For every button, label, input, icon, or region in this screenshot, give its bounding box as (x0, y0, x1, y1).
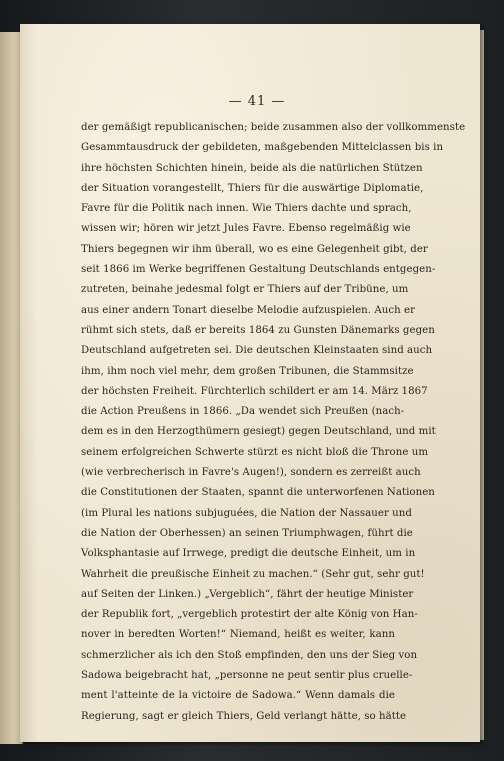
text-line: ihm, ihm noch viel mehr, dem großen Tribunen, die Stammsitze (81, 365, 414, 377)
text-line: (wie verbrecherisch in Favre's Augen!), sondern es zerreißt auch (81, 467, 421, 479)
text-line: rühmt sich stets, daß er bereits 1864 zu Gunsten Dänemarks gegen (81, 324, 435, 336)
text-line: die Constitutionen der Staaten, spannt die unterworfenen Nationen (81, 487, 435, 499)
text-line: (im Plural les nations subjuguées, die Nation der Nassauer und (81, 507, 412, 519)
text-line: Gesammtausdruck der gebildeten, maßgebenden Mittelclassen bis in (81, 142, 444, 154)
text-line: seit 1866 im Werke begriffenen Gestaltung Deutschlands entgegen- (81, 264, 436, 276)
text-line: seinem erfolgreichen Schwerte stürzt es nicht bloß die Throne um (81, 446, 429, 458)
text-line: schmerzlicher als ich den Stoß empfinden, den uns der Sieg von (81, 649, 418, 661)
text-line: die Action Preußens in 1866. „Da wendet sich Preußen (nach- (81, 406, 405, 418)
text-line: der Republik fort, „vergeblich protestirt der alte König von Han- (81, 609, 418, 621)
page-number: — 41 — (228, 94, 286, 109)
text-line: Sadowa beigebracht hat, „personne ne peut sentir plus cruelle- (81, 670, 413, 682)
text-line: Deutschland aufgetreten sei. Die deutschen Kleinstaaten sind auch (81, 345, 433, 357)
text-line: ment l'atteinte de la victoire de Sadowa.“ Wenn damals die (81, 690, 395, 702)
text-line: nover in beredten Worten!“ Niemand, heißt es weiter, kann (81, 629, 395, 641)
text-line: Wahrheit die preußische Einheit zu machen.“ (Sehr gut, sehr gut! (81, 568, 425, 580)
text-line: aus einer andern Tonart dieselbe Melodie aufzuspielen. Auch er (81, 304, 416, 316)
text-line: die Nation der Oberhessen) an seinen Triumphwagen, führt die (81, 527, 413, 539)
text-line: der gemäßigt republicanischen; beide zusammen also der vollkommenste (81, 122, 466, 133)
text-line: wissen wir; hören wir jetzt Jules Favre. Ebenso regelmäßig wie (81, 223, 411, 235)
text-line: ihre höchsten Schichten hinein, beide als die natürlichen Stützen (81, 162, 423, 174)
text-line: dem es in den Herzogthümern gesiegt) gegen Deutschland, und mit (81, 426, 436, 438)
text-line: der höchsten Freiheit. Fürchterlich schildert er am 14. März 1867 (81, 385, 428, 397)
text-line: auf Seiten der Linken.) „Vergeblich“, fährt der heutige Minister (81, 588, 414, 600)
text-line: Volksphantasie auf Irrwege, predigt die deutsche Einheit, um in (81, 548, 416, 560)
text-line: Thiers begegnen wir ihm überall, wo es eine Gelegenheit gibt, der (81, 243, 428, 255)
text-line: zutreten, beinahe jedesmal folgt er Thiers auf der Tribüne, um (81, 284, 409, 296)
text-line: Regierung, sagt er gleich Thiers, Geld verlangt hätte, so hätte (81, 710, 407, 722)
body-text (81, 118, 466, 727)
text-line: Favre für die Politik nach innen. Wie Thiers dachte und sprach, (81, 203, 412, 215)
text-line: der Situation vorangestellt, Thiers für die auswärtige Diplomatie, (81, 182, 424, 194)
